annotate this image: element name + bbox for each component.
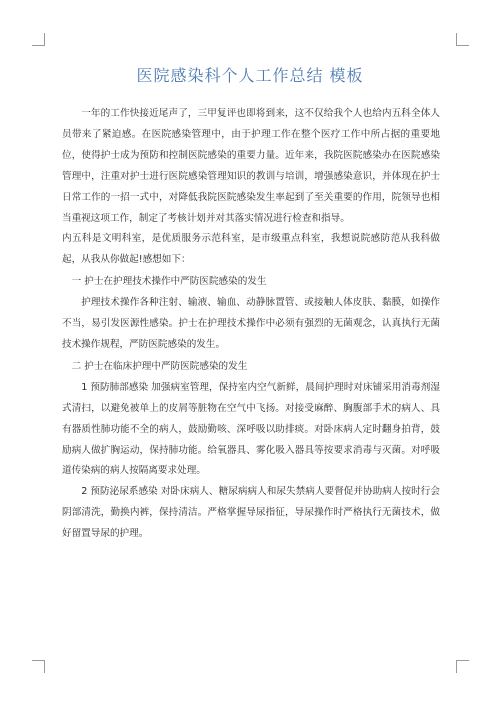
document-body: [62, 104, 440, 545]
paragraph-intro: 一年的工作快接近尾声了，三甲复评也即将到来，这不仅给我个人也给内五科全体人员带来了紧迫感。在医院感染管理中，由于护理工作在整个医疗工作中所占据的重要地位，使得护士成为预防和控制医院感染的重要力量。近年来，我院医院感染办在医院感染管理中，注重对护士进行医院感染管理知识的教训与培训，增强感染意识，并体现在护士日常工作的一招一式中，对降低我院医院感染发生率起到了至关重要的作用，院领导也相当重视这项工作，制定了考核计划并对其落实情况进行检查和指导。: [62, 108, 440, 224]
paragraph-department: 内五科是文明科室，是优质服务示范科室，是市级重点科室，我想说院感防范从我科做起，从我从你做起!感想如下：: [62, 233, 440, 266]
section-heading-2: 二 护士在临床护理中严防医院感染的发生: [71, 360, 248, 372]
crop-mark-top-right: [456, 33, 469, 46]
crop-mark-top-left: [32, 33, 45, 46]
document-title: 医院感染科个人工作总结 模板: [136, 66, 364, 85]
section-heading-1: 一 护士在护理技术操作中严防医院感染的发生: [71, 276, 267, 288]
paragraph-lung-infection: 1 预防肺部感染 加强病室管理，保持室内空气新鲜，晨间护理时对床铺采用消毒剂湿式清扫，以避免被单上的皮屑等脏物在空气中飞扬。对接受麻醉、胸腹部手术的病人、具有器质性肺功能不全的病人，鼓励勤咳、深呼吸以助排痰。对卧床病人定时翻身拍背，鼓励病人做扩胸运动，保持肺功能。给氧器具、雾化吸入器具等按要求消毒与灭菌。对呼吸道传染病的病人按隔离要求处理。: [62, 381, 440, 477]
paragraph-technique: 护理技术操作各种注射、输液、输血、动静脉置管、或接触人体皮肤、黏膜，如操作不当，易引发医源性感染。护士在护理技术操作中必须有强烈的无菌观念，认真执行无菌技术操作规程，严防医院感染的发生。: [62, 297, 440, 350]
crop-mark-bottom-right: [456, 660, 469, 673]
paragraph-urinary-infection: 2 预防泌尿系感染 对卧床病人、糖尿病病人和尿失禁病人要督促并协助病人按时行会阴部清洗，勤换内裤，保持清洁。严格掌握导尿指征，导尿操作时严格执行无菌技术，做好留置导尿的护理。: [62, 486, 440, 540]
crop-mark-bottom-left: [32, 660, 45, 673]
